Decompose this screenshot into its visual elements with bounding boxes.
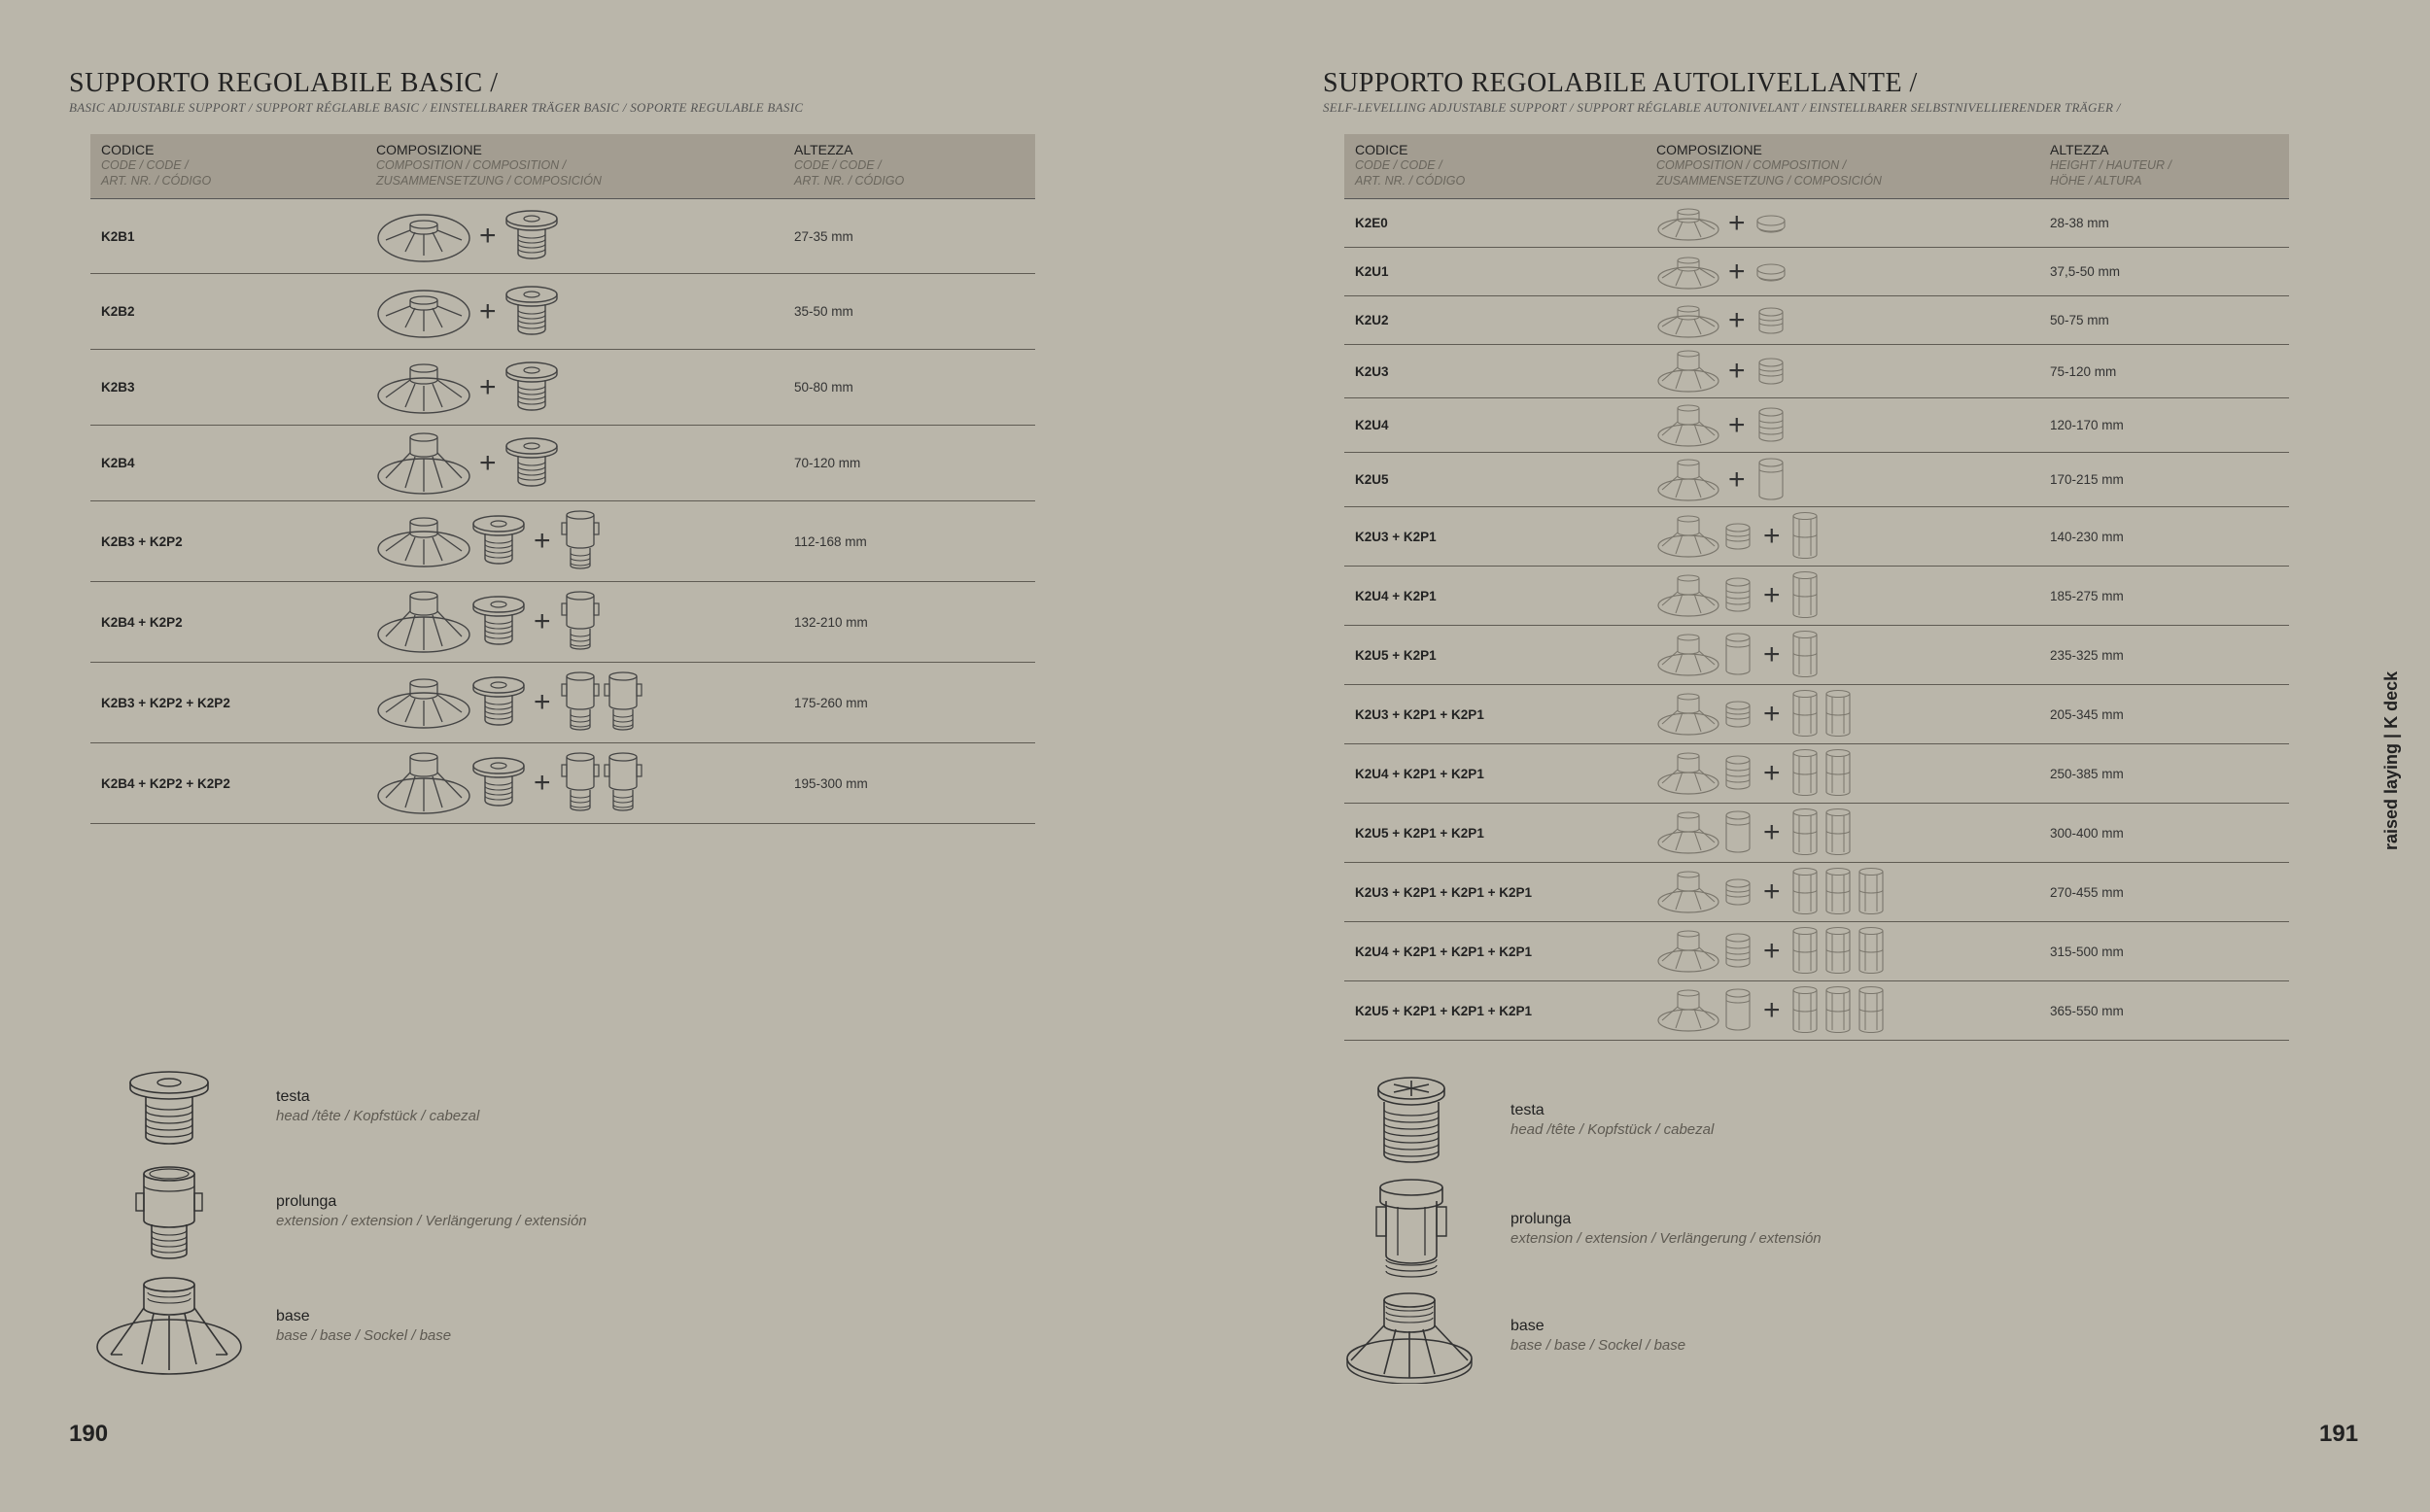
extension-icon: [1788, 689, 1822, 739]
extension-icon: [1788, 511, 1822, 562]
head-icon: [1371, 1075, 1452, 1168]
row-code: K2U4 + K2P1: [1344, 567, 1646, 626]
extension-icon: [559, 670, 602, 735]
row-height: 300-400 mm: [2039, 804, 2289, 863]
row-code: K2U4 + K2P1 + K2P1: [1344, 744, 1646, 804]
row-code: K2U3 + K2P1 + K2P1 + K2P1: [1344, 863, 1646, 922]
row-height: 365-550 mm: [2039, 981, 2289, 1041]
base-icon: [1656, 632, 1720, 678]
row-height: 120-170 mm: [2039, 398, 2289, 453]
extension-icon: [1369, 1178, 1454, 1281]
row-height: 185-275 mm: [2039, 567, 2289, 626]
row-height: 205-345 mm: [2039, 685, 2289, 744]
row-composition: [1646, 453, 2039, 507]
extension-icon: [1788, 926, 1822, 977]
header-height: ALTEZZA HEIGHT / HAUTEUR / HÖHE / ALTURA: [2039, 134, 2289, 199]
table-row: [90, 350, 1035, 426]
head-icon: [504, 285, 559, 339]
plus-icon: +: [1763, 698, 1781, 730]
page-title: SUPPORTO REGOLABILE AUTOLIVELLANTE /: [1323, 68, 1918, 98]
head-icon: [1753, 258, 1788, 287]
row-height: 235-325 mm: [2039, 626, 2289, 685]
base-icon: [1656, 809, 1720, 856]
row-composition: [365, 743, 783, 824]
page-number: 190: [69, 1421, 109, 1447]
legend-trans-head: head /tête / Kopfstück / cabezal: [1510, 1121, 1715, 1138]
head-icon: [1720, 633, 1755, 677]
base-icon: [1656, 750, 1720, 797]
row-code: K2B3: [90, 350, 365, 426]
table-row: [1344, 626, 2289, 685]
base-icon: [1656, 513, 1720, 560]
row-composition: [1646, 922, 2039, 981]
extension-icon: [1788, 808, 1822, 858]
table-row: [90, 274, 1035, 350]
head-icon: [1720, 876, 1755, 909]
base-icon: [376, 285, 471, 339]
base-icon: [376, 675, 471, 730]
head-icon: [1753, 304, 1788, 337]
head-icon: [471, 675, 526, 730]
row-code: K2B3 + K2P2 + K2P2: [90, 663, 365, 743]
extension-icon: [1822, 689, 1855, 739]
header-composition: COMPOSIZIONE COMPOSITION / COMPOSITION / ZUSAMMENSETZUNG / COMPOSICIÓN: [1646, 134, 2039, 199]
plus-icon: +: [1763, 816, 1781, 848]
row-height: 112-168 mm: [783, 501, 1035, 582]
row-code: K2B1: [90, 199, 365, 274]
plus-icon: +: [1728, 408, 1746, 441]
header-height: ALTEZZA CODE / CODE / ART. NR. / CÓDIGO: [783, 134, 1035, 199]
row-height: 250-385 mm: [2039, 744, 2289, 804]
head-icon: [1753, 209, 1788, 238]
base-icon: [1343, 1290, 1475, 1384]
head-icon: [1720, 698, 1755, 731]
table-row: [90, 582, 1035, 663]
row-height: 270-455 mm: [2039, 863, 2289, 922]
page-subtitle: BASIC ADJUSTABLE SUPPORT / SUPPORT RÉGLABLE BASIC / EINSTELLBARER TRÄGER BASIC / SOPORTE REGULABLE BASIC: [69, 100, 804, 115]
plus-icon: +: [479, 220, 497, 252]
row-code: K2B3 + K2P2: [90, 501, 365, 582]
plus-icon: +: [1728, 303, 1746, 336]
table-row: [90, 663, 1035, 743]
row-code: K2B4 + K2P2: [90, 582, 365, 663]
base-icon: [376, 431, 471, 496]
legend-trans-extension: extension / extension / Verlängerung / extensión: [276, 1213, 587, 1229]
plus-icon: +: [479, 370, 497, 403]
extension-icon: [1788, 748, 1822, 799]
extension-icon: [130, 1164, 208, 1265]
extension-icon: [1788, 985, 1822, 1036]
row-code: K2U4 + K2P1 + K2P1 + K2P1: [1344, 922, 1646, 981]
row-composition: [1646, 248, 2039, 296]
base-icon: [1656, 987, 1720, 1034]
table-header: [1344, 134, 2289, 199]
base-icon: [1656, 691, 1720, 738]
row-composition: [1646, 626, 2039, 685]
table-row: [90, 426, 1035, 501]
plus-icon: +: [1763, 579, 1781, 611]
table-header: [90, 134, 1035, 199]
legend-label-extension: prolunga: [276, 1193, 337, 1210]
extension-icon: [559, 590, 602, 654]
row-composition: [365, 501, 783, 582]
extension-icon: [1822, 808, 1855, 858]
base-icon: [1656, 348, 1720, 395]
row-composition: [1646, 804, 2039, 863]
row-code: K2U3 + K2P1 + K2P1: [1344, 685, 1646, 744]
base-icon: [376, 514, 471, 568]
table-row: [1344, 507, 2289, 567]
self-levelling-support-table: [1344, 134, 2289, 1041]
row-height: 170-215 mm: [2039, 453, 2289, 507]
plus-icon: +: [1763, 638, 1781, 670]
base-icon: [376, 590, 471, 654]
row-composition: [365, 582, 783, 663]
row-code: K2U1: [1344, 248, 1646, 296]
head-icon: [471, 595, 526, 649]
row-composition: [365, 663, 783, 743]
head-icon: [1753, 406, 1788, 445]
row-height: 315-500 mm: [2039, 922, 2289, 981]
page-191: [1215, 0, 2430, 1512]
base-icon: [1656, 869, 1720, 915]
base-icon: [376, 751, 471, 815]
head-icon: [471, 514, 526, 568]
base-icon: [1656, 402, 1720, 449]
row-composition: [1646, 685, 2039, 744]
base-icon: [376, 361, 471, 415]
row-height: 50-80 mm: [783, 350, 1035, 426]
legend-label-base: base: [1510, 1318, 1545, 1334]
row-height: 50-75 mm: [2039, 296, 2289, 345]
row-composition: [1646, 345, 2039, 398]
extension-icon: [1855, 867, 1888, 917]
extension-icon: [1822, 926, 1855, 977]
extension-icon: [1855, 985, 1888, 1036]
row-code: K2B2: [90, 274, 365, 350]
plus-icon: +: [1763, 520, 1781, 552]
head-icon: [1720, 810, 1755, 855]
row-code: K2U5 + K2P1 + K2P1: [1344, 804, 1646, 863]
row-code: K2U5: [1344, 453, 1646, 507]
extension-icon: [602, 751, 644, 815]
extension-icon: [1788, 630, 1822, 680]
head-icon: [504, 209, 559, 263]
head-icon: [471, 756, 526, 810]
head-icon: [122, 1069, 216, 1151]
extension-icon: [1788, 867, 1822, 917]
table-row: [1344, 981, 2289, 1041]
row-code: K2U3 + K2P1: [1344, 507, 1646, 567]
row-code: K2U4: [1344, 398, 1646, 453]
head-icon: [1720, 932, 1755, 971]
row-height: 35-50 mm: [783, 274, 1035, 350]
table-row: [90, 501, 1035, 582]
row-height: 75-120 mm: [2039, 345, 2289, 398]
plus-icon: +: [1763, 935, 1781, 967]
extension-icon: [602, 670, 644, 735]
head-icon: [504, 436, 559, 491]
head-icon: [1720, 576, 1755, 615]
component-legend: [87, 1059, 671, 1390]
row-composition: [365, 350, 783, 426]
row-height: 132-210 mm: [783, 582, 1035, 663]
row-composition: [1646, 398, 2039, 453]
table-row: [1344, 685, 2289, 744]
legend-label-head: testa: [276, 1088, 310, 1105]
page-number: 191: [2319, 1421, 2359, 1447]
legend-trans-base: base / base / Sockel / base: [276, 1327, 452, 1344]
row-composition: [1646, 744, 2039, 804]
plus-icon: +: [479, 446, 497, 479]
row-code: K2B4 + K2P2 + K2P2: [90, 743, 365, 824]
row-composition: [1646, 199, 2039, 248]
plus-icon: +: [1763, 876, 1781, 908]
base-icon: [1656, 253, 1720, 292]
row-height: 70-120 mm: [783, 426, 1035, 501]
base-icon: [376, 209, 471, 263]
row-composition: [1646, 981, 2039, 1041]
row-composition: [1646, 507, 2039, 567]
row-composition: [1646, 863, 2039, 922]
table-row: [1344, 199, 2289, 248]
extension-icon: [559, 509, 602, 573]
row-code: K2U5 + K2P1: [1344, 626, 1646, 685]
header-code: CODICE CODE / CODE / ART. NR. / CÓDIGO: [90, 134, 365, 199]
row-code: K2B4: [90, 426, 365, 501]
row-composition: [1646, 567, 2039, 626]
row-composition: [1646, 296, 2039, 345]
base-icon: [1656, 928, 1720, 975]
plus-icon: +: [1728, 255, 1746, 288]
row-code: K2E0: [1344, 199, 1646, 248]
header-code: CODICE CODE / CODE / ART. NR. / CÓDIGO: [1344, 134, 1646, 199]
table-row: [1344, 248, 2289, 296]
legend-label-extension: prolunga: [1510, 1211, 1572, 1227]
component-legend: [1341, 1069, 1925, 1390]
head-icon: [1753, 458, 1788, 502]
header-composition: COMPOSIZIONE COMPOSITION / COMPOSITION / ZUSAMMENSETZUNG / COMPOSICIÓN: [365, 134, 783, 199]
table-row: [1344, 744, 2289, 804]
plus-icon: +: [534, 686, 551, 718]
row-height: 175-260 mm: [783, 663, 1035, 743]
legend-trans-head: head /tête / Kopfstück / cabezal: [276, 1108, 480, 1124]
page-title: SUPPORTO REGOLABILE BASIC /: [69, 68, 499, 98]
head-icon: [1753, 355, 1788, 388]
plus-icon: +: [479, 294, 497, 327]
extension-icon: [1788, 570, 1822, 621]
extension-icon: [1822, 867, 1855, 917]
section-side-label: raised laying | K deck: [2381, 670, 2401, 850]
row-height: 37,5-50 mm: [2039, 248, 2289, 296]
extension-icon: [1822, 748, 1855, 799]
table-row: [1344, 922, 2289, 981]
plus-icon: +: [1728, 463, 1746, 496]
legend-trans-extension: extension / extension / Verlängerung / extensión: [1510, 1230, 1822, 1247]
legend-label-head: testa: [1510, 1102, 1545, 1118]
plus-icon: +: [534, 605, 551, 637]
base-icon: [1656, 204, 1720, 243]
table-row: [90, 743, 1035, 824]
table-row: [1344, 453, 2289, 507]
table-row: [1344, 567, 2289, 626]
plus-icon: +: [1763, 757, 1781, 789]
extension-icon: [1855, 926, 1888, 977]
page-subtitle: SELF-LEVELLING ADJUSTABLE SUPPORT / SUPPORT RÉGLABLE AUTONIVELANT / EINSTELLBARER SELBSTNIVELLIERENDER TRÄGER /: [1323, 100, 2121, 115]
base-icon: [93, 1275, 245, 1380]
base-icon: [1656, 301, 1720, 340]
plus-icon: +: [1763, 994, 1781, 1026]
table-row: [1344, 345, 2289, 398]
row-code: K2U5 + K2P1 + K2P1 + K2P1: [1344, 981, 1646, 1041]
legend-label-base: base: [276, 1308, 310, 1324]
table-row: [1344, 863, 2289, 922]
plus-icon: +: [534, 525, 551, 557]
row-height: 27-35 mm: [783, 199, 1035, 274]
row-height: 140-230 mm: [2039, 507, 2289, 567]
head-icon: [504, 361, 559, 415]
row-height: 28-38 mm: [2039, 199, 2289, 248]
table-row: [1344, 398, 2289, 453]
head-icon: [1720, 520, 1755, 553]
table-row: [90, 199, 1035, 274]
table-row: [1344, 296, 2289, 345]
extension-icon: [559, 751, 602, 815]
row-composition: [365, 426, 783, 501]
row-composition: [365, 199, 783, 274]
table-row: [1344, 804, 2289, 863]
plus-icon: +: [1728, 355, 1746, 387]
head-icon: [1720, 988, 1755, 1033]
basic-support-table: [90, 134, 1035, 824]
head-icon: [1720, 754, 1755, 793]
row-composition: [365, 274, 783, 350]
row-code: K2U2: [1344, 296, 1646, 345]
extension-icon: [1822, 985, 1855, 1036]
plus-icon: +: [534, 767, 551, 799]
base-icon: [1656, 457, 1720, 503]
legend-trans-base: base / base / Sockel / base: [1510, 1337, 1686, 1354]
row-height: 195-300 mm: [783, 743, 1035, 824]
plus-icon: +: [1728, 206, 1746, 239]
row-code: K2U3: [1344, 345, 1646, 398]
base-icon: [1656, 572, 1720, 619]
